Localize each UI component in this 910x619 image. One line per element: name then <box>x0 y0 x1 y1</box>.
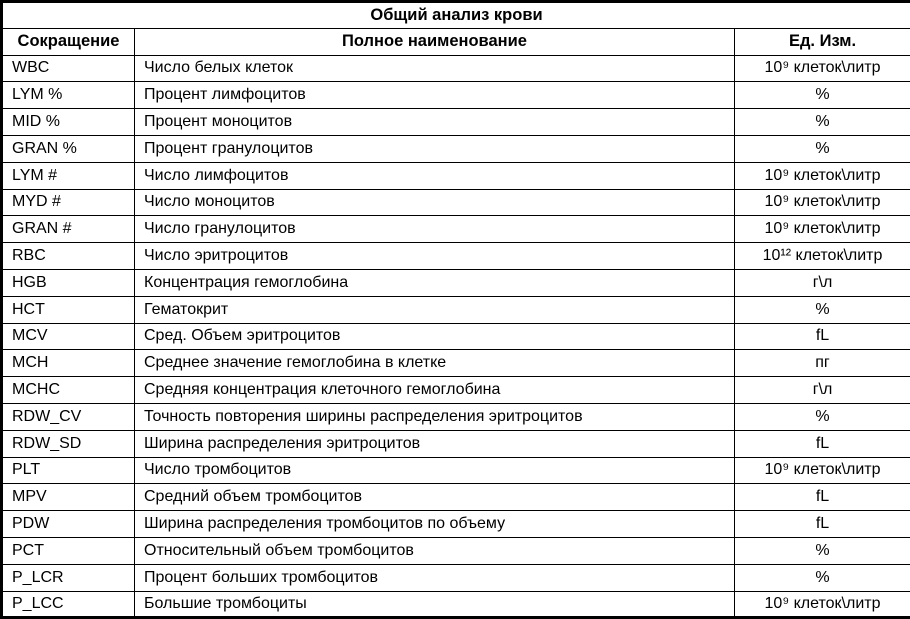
table-row <box>2 296 910 323</box>
full-name-cell: Гематокрит <box>135 296 735 323</box>
unit-cell: % <box>735 296 910 323</box>
table-head <box>2 2 910 56</box>
abbreviation-cell: P_LCR <box>2 564 135 591</box>
full-name-cell: Большие тромбоциты <box>135 591 735 618</box>
unit-cell: % <box>735 82 910 109</box>
abbreviation-cell: MCHC <box>2 377 135 404</box>
abbreviation-cell: GRAN % <box>2 135 135 162</box>
table-row <box>2 216 910 243</box>
full-name-cell: Число тромбоцитов <box>135 457 735 484</box>
abbreviation-cell: LYM # <box>2 162 135 189</box>
abbreviation-cell: GRAN # <box>2 216 135 243</box>
table-header-row <box>2 28 910 55</box>
abbreviation-cell: WBC <box>2 55 135 82</box>
table-row <box>2 109 910 136</box>
column-header-full-name: Полное наименование <box>135 28 735 55</box>
column-header-abbreviation: Сокращение <box>2 28 135 55</box>
full-name-cell: Средний объем тромбоцитов <box>135 484 735 511</box>
table-row <box>2 189 910 216</box>
full-name-cell: Процент моноцитов <box>135 109 735 136</box>
unit-cell: % <box>735 537 910 564</box>
full-name-cell: Ширина распределения тромбоцитов по объему <box>135 511 735 538</box>
unit-cell: fL <box>735 323 910 350</box>
full-name-cell: Число моноцитов <box>135 189 735 216</box>
unit-cell: % <box>735 564 910 591</box>
table-row <box>2 269 910 296</box>
column-header-units: Ед. Изм. <box>735 28 910 55</box>
table-row <box>2 403 910 430</box>
table-row <box>2 564 910 591</box>
unit-cell: 10⁹ клеток\литр <box>735 457 910 484</box>
abbreviation-cell: RDW_CV <box>2 403 135 430</box>
table-row <box>2 323 910 350</box>
full-name-cell: Число гранулоцитов <box>135 216 735 243</box>
unit-cell: г\л <box>735 377 910 404</box>
full-name-cell: Процент гранулоцитов <box>135 135 735 162</box>
abbreviation-cell: MPV <box>2 484 135 511</box>
table-row <box>2 135 910 162</box>
table-row <box>2 243 910 270</box>
full-name-cell: Среднее значение гемоглобина в клетке <box>135 350 735 377</box>
unit-cell: fL <box>735 430 910 457</box>
unit-cell: пг <box>735 350 910 377</box>
abbreviation-cell: MYD # <box>2 189 135 216</box>
table-row <box>2 162 910 189</box>
abbreviation-cell: MID % <box>2 109 135 136</box>
unit-cell: 10⁹ клеток\литр <box>735 55 910 82</box>
full-name-cell: Относительный объем тромбоцитов <box>135 537 735 564</box>
full-name-cell: Процент лимфоцитов <box>135 82 735 109</box>
unit-cell: fL <box>735 511 910 538</box>
table-row <box>2 430 910 457</box>
table-row <box>2 484 910 511</box>
full-name-cell: Точность повторения ширины распределения эритроцитов <box>135 403 735 430</box>
unit-cell: 10¹² клеток\литр <box>735 243 910 270</box>
unit-cell: % <box>735 135 910 162</box>
unit-cell: 10⁹ клеток\литр <box>735 216 910 243</box>
full-name-cell: Число белых клеток <box>135 55 735 82</box>
table-row <box>2 377 910 404</box>
full-name-cell: Концентрация гемоглобина <box>135 269 735 296</box>
unit-cell: % <box>735 403 910 430</box>
table-row <box>2 350 910 377</box>
abbreviation-cell: PLT <box>2 457 135 484</box>
abbreviation-cell: MCV <box>2 323 135 350</box>
abbreviation-cell: P_LCC <box>2 591 135 618</box>
table-row <box>2 591 910 618</box>
table-title-row <box>2 2 910 29</box>
unit-cell: г\л <box>735 269 910 296</box>
full-name-cell: Число лимфоцитов <box>135 162 735 189</box>
table-title: Общий анализ крови <box>2 2 910 29</box>
abbreviation-cell: LYM % <box>2 82 135 109</box>
table-row <box>2 457 910 484</box>
unit-cell: 10⁹ клеток\литр <box>735 162 910 189</box>
abbreviation-cell: PCT <box>2 537 135 564</box>
abbreviation-cell: RDW_SD <box>2 430 135 457</box>
unit-cell: % <box>735 109 910 136</box>
full-name-cell: Ширина распределения эритроцитов <box>135 430 735 457</box>
abbreviation-cell: HGB <box>2 269 135 296</box>
full-name-cell: Процент больших тромбоцитов <box>135 564 735 591</box>
abbreviation-cell: PDW <box>2 511 135 538</box>
full-name-cell: Сред. Объем эритроцитов <box>135 323 735 350</box>
table-row <box>2 55 910 82</box>
abbreviation-cell: HCT <box>2 296 135 323</box>
table-row <box>2 537 910 564</box>
abbreviation-cell: MCH <box>2 350 135 377</box>
table-row <box>2 82 910 109</box>
unit-cell: 10⁹ клеток\литр <box>735 189 910 216</box>
full-name-cell: Число эритроцитов <box>135 243 735 270</box>
unit-cell: 10⁹ клеток\литр <box>735 591 910 618</box>
table-body <box>2 55 910 618</box>
full-name-cell: Средняя концентрация клеточного гемоглобина <box>135 377 735 404</box>
abbreviation-cell: RBC <box>2 243 135 270</box>
unit-cell: fL <box>735 484 910 511</box>
table-row <box>2 511 910 538</box>
